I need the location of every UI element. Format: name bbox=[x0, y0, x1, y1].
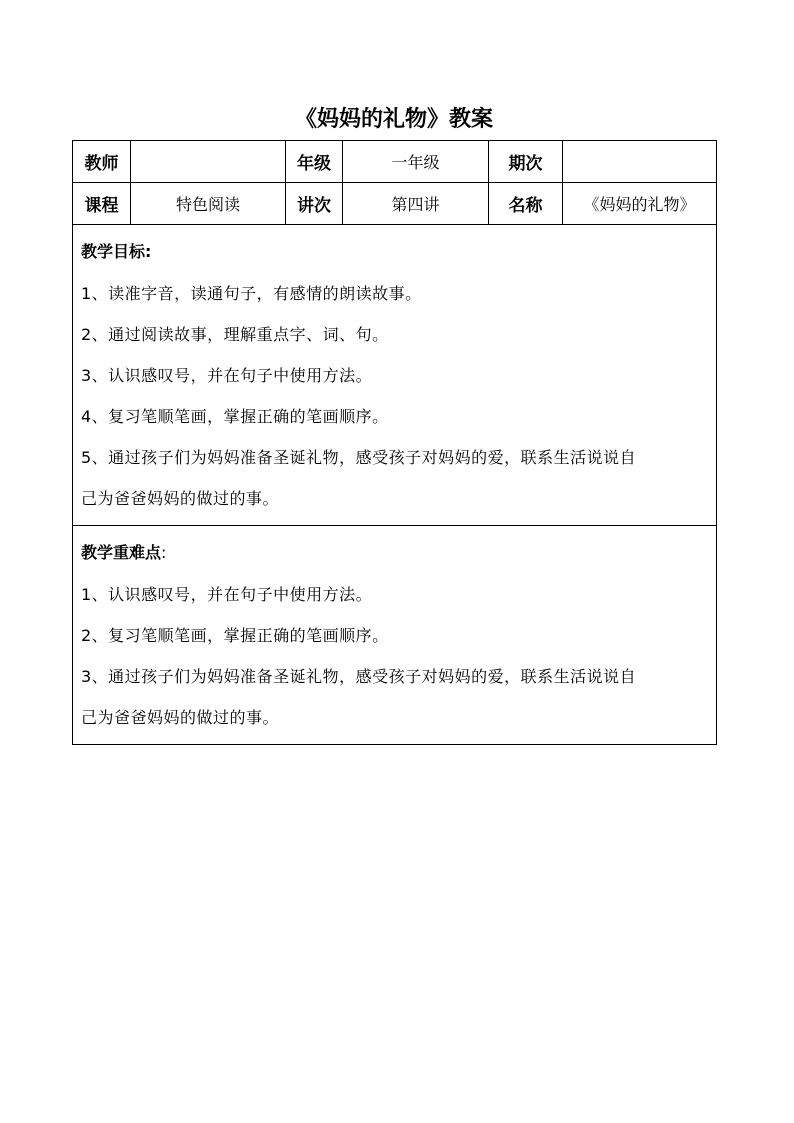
grade-value: 一年级 bbox=[343, 141, 489, 183]
key-point-item: 3、通过孩子们为妈妈准备圣诞礼物，感受孩子对妈妈的爱，联系生活说说自 bbox=[81, 667, 637, 686]
page-title: 《妈妈的礼物》教案 bbox=[294, 107, 493, 132]
name-label: 名称 bbox=[489, 183, 563, 225]
key-points-heading-text: 教学重难点 bbox=[81, 543, 162, 562]
key-point-item: 己为爸爸妈妈的做过的事。 bbox=[81, 708, 280, 727]
info-row-1 bbox=[73, 141, 717, 183]
objectives-row bbox=[73, 225, 717, 526]
course-value: 特色阅读 bbox=[131, 183, 286, 225]
objective-item: 2、通过阅读故事，理解重点字、词、句。 bbox=[81, 325, 389, 344]
key-points-heading-colon: : bbox=[161, 543, 167, 562]
objectives-section bbox=[73, 225, 717, 526]
objective-item: 1、读准字音，读通句子，有感情的朗读故事。 bbox=[81, 284, 422, 303]
lesson-plan-table bbox=[72, 140, 717, 745]
objective-item: 5、通过孩子们为妈妈准备圣诞礼物，感受孩子对妈妈的爱，联系生活说说自 bbox=[81, 448, 637, 467]
objective-item: 3、认识感叹号，并在句子中使用方法。 bbox=[81, 366, 373, 385]
info-row-2 bbox=[73, 183, 717, 225]
objectives-heading: 教学目标: bbox=[81, 242, 152, 261]
lecture-value: 第四讲 bbox=[343, 183, 489, 225]
key-point-item: 1、认识感叹号，并在句子中使用方法。 bbox=[81, 585, 373, 604]
term-label: 期次 bbox=[489, 141, 563, 183]
course-label: 课程 bbox=[73, 183, 131, 225]
key-point-item: 2、复习笔顺笔画，掌握正确的笔画顺序。 bbox=[81, 626, 389, 645]
key-points-heading bbox=[81, 532, 710, 574]
lecture-label: 讲次 bbox=[286, 183, 343, 225]
key-points-section bbox=[73, 526, 717, 745]
objective-item: 己为爸爸妈妈的做过的事。 bbox=[81, 489, 280, 508]
teacher-label: 教师 bbox=[73, 141, 131, 183]
teacher-value bbox=[131, 141, 286, 183]
key-points-row bbox=[73, 526, 717, 745]
name-value: 《妈妈的礼物》 bbox=[563, 183, 717, 225]
grade-label: 年级 bbox=[286, 141, 343, 183]
term-value bbox=[563, 141, 717, 183]
objective-item: 4、复习笔顺笔画，掌握正确的笔画顺序。 bbox=[81, 407, 389, 426]
